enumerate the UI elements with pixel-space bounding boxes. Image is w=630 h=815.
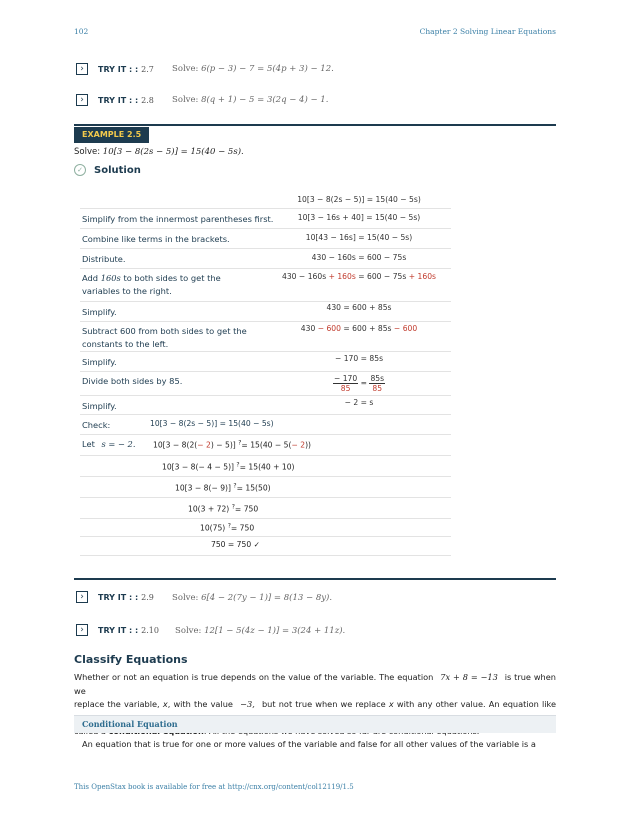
para-text: replace the variable, xyxy=(74,699,160,710)
check-row xyxy=(80,435,451,456)
step-equation: 10[3 − 8(2s − 5)] = 15(40 − 5s) xyxy=(297,195,421,204)
try-it-equation: 6[4 − 2(7y − 1)] = 8(13 − 8y). xyxy=(201,593,333,603)
eq-right: 15(40 + 10) xyxy=(248,462,295,472)
step-equation xyxy=(269,272,449,281)
eq-right: 750 xyxy=(243,504,259,514)
solution-row xyxy=(80,372,451,396)
check-line xyxy=(175,482,271,493)
question-mark: ? xyxy=(233,482,237,489)
numerator: − 170 xyxy=(333,374,358,383)
check-row xyxy=(80,456,451,477)
para-text: but not true when we replace xyxy=(261,699,386,710)
try-it-problem xyxy=(175,626,345,636)
check-circle-icon: ✓ xyxy=(74,164,86,176)
step-description: Simplify from the innermost parentheses first. xyxy=(82,214,274,224)
desc-text: constants to the left. xyxy=(82,339,169,349)
solution-row xyxy=(80,269,451,302)
step-description: Combine like terms in the brackets. xyxy=(82,234,230,244)
solution-row-initial xyxy=(80,189,451,209)
eq-part: )) xyxy=(305,440,312,450)
solution-row xyxy=(80,396,451,415)
solution-label: Solution xyxy=(94,164,141,176)
step-description xyxy=(82,325,247,351)
para-text: with any other value. An equation like xyxy=(396,699,557,710)
try-it-number: 2.9 xyxy=(141,592,154,602)
eq-highlight: − 2 xyxy=(197,440,211,450)
example-divider xyxy=(74,124,556,126)
eq-highlight: − 600 xyxy=(317,324,341,333)
try-it-equation: 12[1 − 5(4z − 1)] = 3(24 + 11z). xyxy=(204,626,346,636)
question-equals: ?= xyxy=(231,503,242,514)
eq-part: ) − 5)] xyxy=(210,440,236,450)
solution-row xyxy=(80,302,451,322)
solve-label: Solve: xyxy=(175,626,202,636)
check-line xyxy=(188,503,258,514)
step-description: Simplify. xyxy=(82,357,117,367)
question-equals: ?= xyxy=(236,461,246,472)
let-text: Let xyxy=(82,439,95,449)
check-equation: 10[3 − 8(2s − 5)] = 15(40 − 5s) xyxy=(150,419,274,428)
check-row xyxy=(80,537,451,556)
eq-highlight: + 160s xyxy=(328,272,356,281)
eq-right: 15(50) xyxy=(245,483,271,493)
denominator: 85 xyxy=(340,384,351,393)
para-italic: x xyxy=(162,699,168,710)
try-it-2-9 xyxy=(76,589,154,605)
solve-label: Solve: xyxy=(172,64,199,74)
chevron-right-icon[interactable]: › xyxy=(76,94,88,106)
try-it-label: TRY IT : : xyxy=(98,625,139,635)
step-equation: − 170 = 85s xyxy=(334,354,384,363)
solution-row xyxy=(80,209,451,229)
para-text: is true when we xyxy=(74,672,556,696)
question-equals: ?= xyxy=(238,439,248,450)
chevron-right-icon[interactable]: › xyxy=(76,591,88,603)
question-mark: ? xyxy=(236,461,240,468)
desc-text: Add xyxy=(82,273,99,283)
check-line xyxy=(162,461,295,472)
eq-highlight: − 2 xyxy=(291,440,306,450)
chapter-title: Chapter 2 Solving Linear Equations xyxy=(419,27,556,36)
eq-part: = 600 + 85s xyxy=(343,324,392,333)
try-it-problem xyxy=(172,95,328,105)
chevron-right-icon[interactable]: › xyxy=(76,63,88,75)
definition-title: Conditional Equation xyxy=(74,716,556,733)
try-it-label: TRY IT : : xyxy=(98,592,139,602)
check-row xyxy=(80,477,451,498)
check-final: 750 = 750 ✓ xyxy=(211,540,260,549)
try-it-equation: 6(p − 3) − 7 = 5(4p + 3) − 12. xyxy=(201,64,334,74)
step-equation xyxy=(269,324,449,333)
eq-part: 10[3 − 8(2( xyxy=(153,440,198,450)
eq-part: 430 − 160s xyxy=(282,272,327,281)
try-it-number: 2.10 xyxy=(141,625,159,635)
fraction xyxy=(333,374,358,393)
check-substitution xyxy=(153,439,311,450)
check-line xyxy=(200,522,254,533)
step-equation: 430 = 600 + 85s xyxy=(326,303,392,312)
para-text: , with the value xyxy=(167,699,233,710)
question-mark: ? xyxy=(238,439,242,446)
eq-part: 430 xyxy=(300,324,316,333)
try-it-number: 2.8 xyxy=(141,95,154,105)
step-description: Simplify. xyxy=(82,307,117,317)
solve-label: Solve: xyxy=(172,95,199,105)
solution-row xyxy=(80,352,451,372)
desc-text: variables to the right. xyxy=(82,286,172,296)
fraction xyxy=(369,374,385,393)
eq-highlight: − 600 xyxy=(393,324,418,333)
try-it-2-10 xyxy=(76,622,159,638)
try-it-label: TRY IT : : xyxy=(98,64,139,74)
step-description: Divide both sides by 85. xyxy=(82,376,183,386)
check-label: Check: xyxy=(82,420,111,430)
step-equation: 10[3 − 16s + 40] = 15(40 − 5s) xyxy=(297,213,421,222)
desc-text: to both sides to get the xyxy=(123,273,221,283)
para-math: 7x + 8 = −13 xyxy=(440,672,498,682)
para-text: Whether or not an equation is true depends on the value of the variable. The equation xyxy=(74,672,434,682)
desc-text: Subtract 600 from both sides to get the xyxy=(82,326,247,336)
try-it-equation: 8(q + 1) − 5 = 3(2q − 4) − 1. xyxy=(201,95,329,105)
solution-row xyxy=(80,229,451,249)
eq-highlight: + 160s xyxy=(408,272,436,281)
question-equals: ?= xyxy=(233,482,243,493)
para-italic: x xyxy=(388,699,394,710)
try-it-number: 2.7 xyxy=(141,64,154,74)
page-number: 102 xyxy=(74,27,89,36)
eq-right: 750 xyxy=(239,523,255,533)
example-end-divider xyxy=(74,578,556,580)
numerator: 85s xyxy=(370,374,385,383)
step-description: Simplify. xyxy=(82,401,117,411)
example-problem xyxy=(74,147,244,157)
step-equation: − 2 = s xyxy=(344,398,374,407)
question-mark: ? xyxy=(231,503,235,510)
solution-row xyxy=(80,249,451,269)
step-equation: 10[43 − 16s] = 15(40 − 5s) xyxy=(305,233,413,242)
check-row xyxy=(80,415,451,435)
try-it-label: TRY IT : : xyxy=(98,95,139,105)
check-row xyxy=(80,498,451,519)
eq-part: = 600 − 75s xyxy=(358,272,407,281)
footer: This OpenStax book is available for free at http://cnx.org/content/col12119/1.5 xyxy=(74,783,354,791)
eq-part: 15(40 − 5( xyxy=(250,440,292,450)
chevron-right-icon[interactable]: › xyxy=(76,624,88,636)
check-row xyxy=(80,519,451,537)
try-it-problem xyxy=(172,593,332,603)
definition-box xyxy=(74,715,556,756)
denominator: 85 xyxy=(372,384,383,393)
example-equation: 10[3 − 8(2s − 5)] = 15(40 − 5s). xyxy=(102,147,244,157)
step-description xyxy=(82,272,221,298)
try-it-problem xyxy=(172,64,334,74)
step-equation: 430 − 160s = 600 − 75s xyxy=(311,253,407,262)
example-badge: EXAMPLE 2.5 xyxy=(74,127,149,143)
solve-label: Solve: xyxy=(74,147,101,157)
step-equation xyxy=(269,374,449,393)
desc-math: 160s xyxy=(100,273,121,283)
eq-left: 10(75) xyxy=(200,523,226,533)
solution-heading xyxy=(74,164,141,176)
solution-row xyxy=(80,322,451,352)
try-it-2-8 xyxy=(76,92,154,108)
para-math: −3, xyxy=(240,699,255,710)
let-label xyxy=(82,438,135,451)
section-title: Classify Equations xyxy=(74,653,188,666)
eq-left: 10[3 − 8(− 4 − 5)] xyxy=(162,462,234,472)
question-equals: ?= xyxy=(227,522,238,533)
eq-left: 10[3 − 8(− 9)] xyxy=(175,483,231,493)
let-math: s = − 2. xyxy=(101,439,136,449)
step-description: Distribute. xyxy=(82,254,126,264)
solve-label: Solve: xyxy=(172,593,199,603)
question-mark: ? xyxy=(227,522,231,529)
equals-sign: = xyxy=(360,378,368,388)
try-it-2-7 xyxy=(76,61,154,77)
eq-left: 10(3 + 72) xyxy=(188,504,230,514)
definition-text: An equation that is true for one or more values of the variable and false for all other values of the variable is a xyxy=(82,739,536,749)
